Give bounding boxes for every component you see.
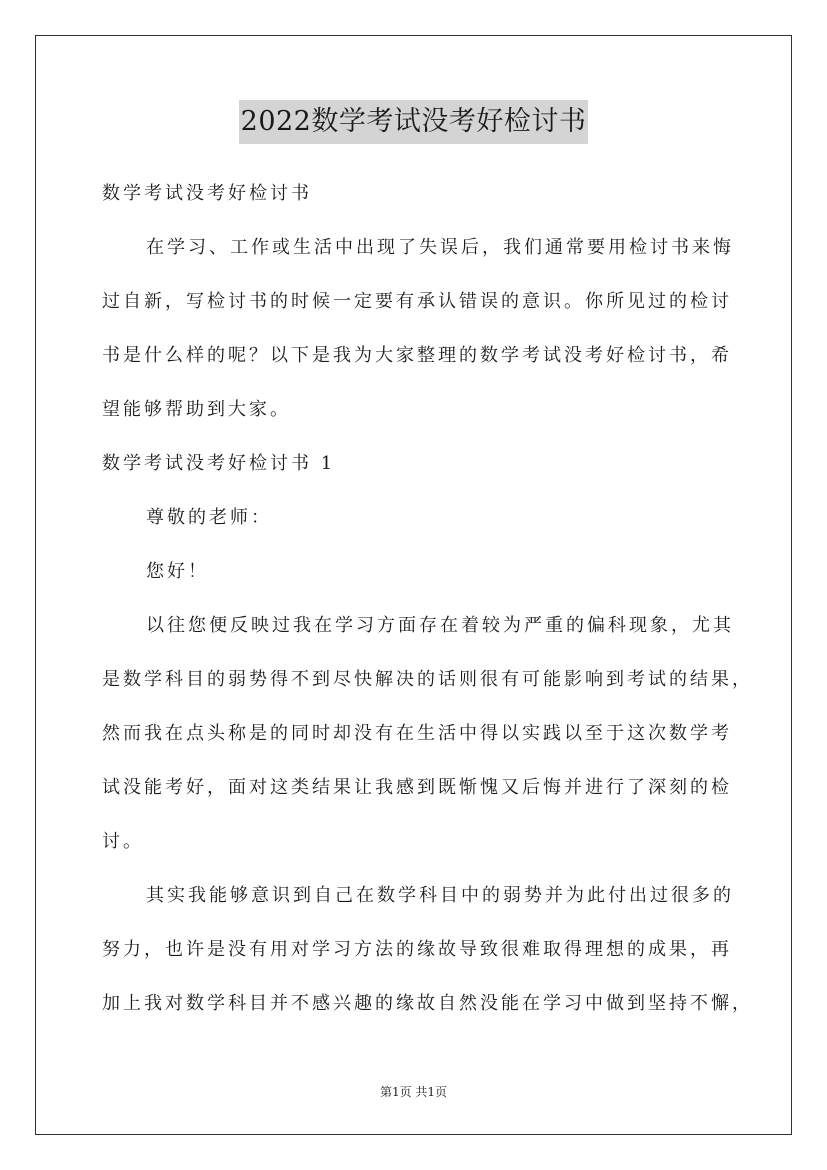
- salutation: 尊敬的老师：: [146, 507, 272, 528]
- paragraph2-line-1: 其实我能够意识到自己在数学科目中的弱势并为此付出过很多的: [146, 885, 734, 906]
- greeting: 您好！: [146, 561, 209, 582]
- paragraph1-line-2: 是数学科目的弱势得不到尽快解决的话则很有可能影响到考试的结果，: [102, 669, 753, 690]
- title-container: [0, 100, 827, 144]
- paragraph1-line-4: 试没能考好，面对这类结果让我感到既惭愧又后悔并进行了深刻的检: [102, 777, 732, 798]
- document-subtitle: 数学考试没考好检讨书: [102, 183, 312, 204]
- intro-line-4: 望能够帮助到大家。: [102, 399, 291, 420]
- paragraph1-line-3: 然而我在点头称是的同时却没有在生活中得以实践以至于这次数学考: [102, 723, 732, 744]
- paragraph1-line-1: 以往您便反映过我在学习方面存在着较为严重的偏科现象，尤其: [146, 615, 734, 636]
- paragraph1-line-5: 讨。: [102, 831, 144, 852]
- intro-line-3: 书是什么样的呢？以下是我为大家整理的数学考试没考好检讨书，希: [102, 345, 732, 366]
- paragraph2-line-2: 努力，也许是没有用对学习方法的缘故导致很难取得理想的成果，再: [102, 939, 732, 960]
- section-heading: 数学考试没考好检讨书 1: [102, 453, 336, 474]
- intro-line-1: 在学习、工作或生活中出现了失误后，我们通常要用检讨书来悔: [146, 237, 734, 258]
- page-indicator: 第1页 共1页: [379, 1085, 448, 1099]
- intro-line-2: 过自新，写检讨书的时候一定要有承认错误的意识。你所见过的检讨: [102, 291, 732, 312]
- document-title: 2022数学考试没考好检讨书: [239, 100, 589, 144]
- paragraph2-line-3: 加上我对数学科目并不感兴趣的缘故自然没能在学习中做到坚持不懈，: [102, 993, 753, 1014]
